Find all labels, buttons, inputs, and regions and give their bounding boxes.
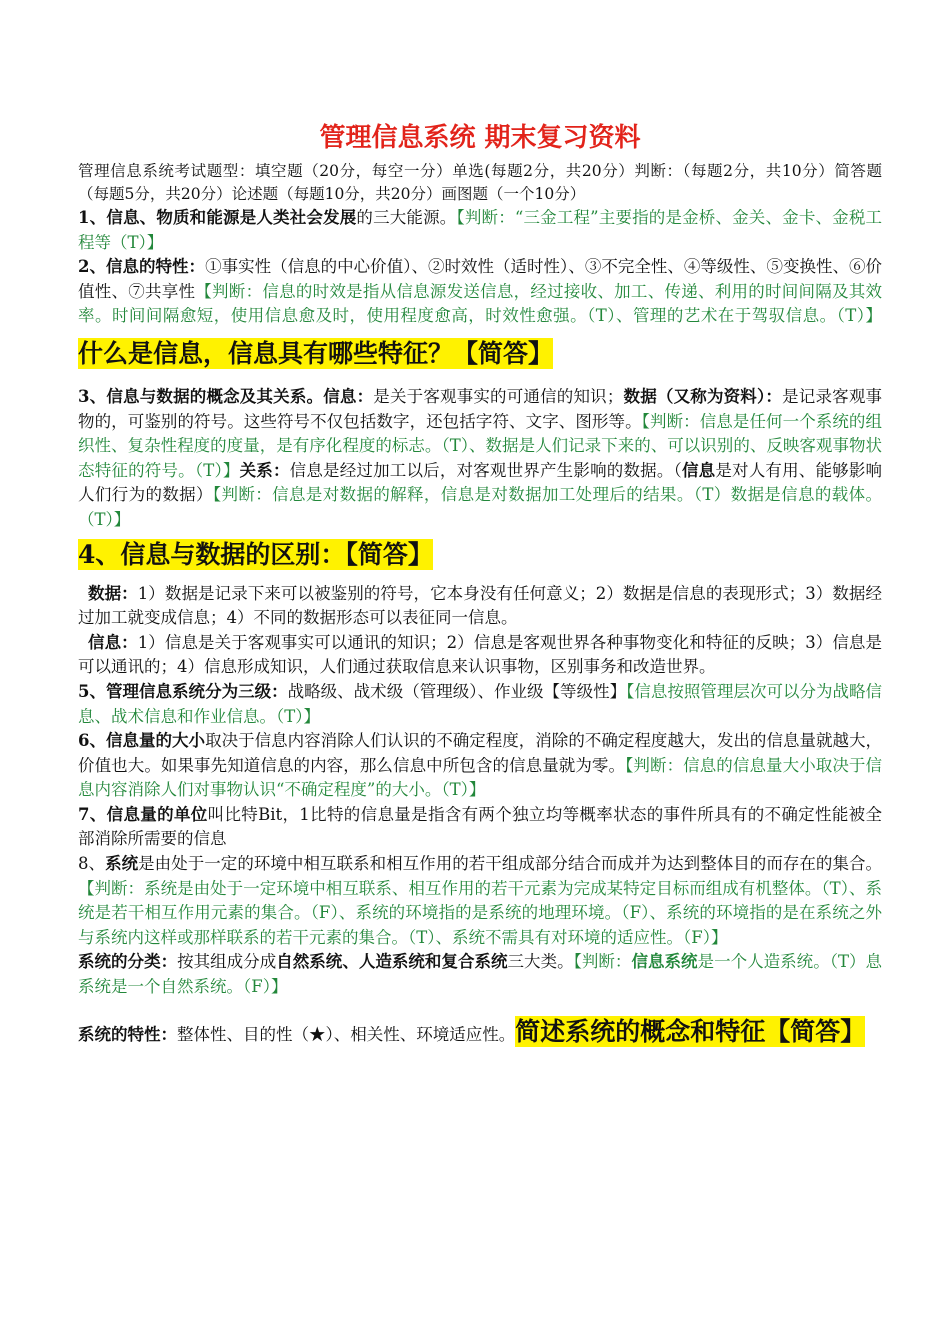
section-9-heading: 系统的分类：	[78, 952, 178, 972]
section-1	[78, 206, 882, 255]
section-3-text-4: 是对人有用、能够影响人们行为的数据）	[78, 460, 883, 505]
section-5-text: 战略级、战术级（管理级）、作业级【等级性】	[287, 681, 627, 701]
section-6-judgement: 【判断：信息的信息量大小取决于信息内容消除人们对事物认识“不确定程度”的大小。（T）】	[78, 755, 882, 800]
section-1-text-2: 的三大能源。	[356, 208, 457, 227]
section-6-text: 取决于信息内容消除人们认识的不确定程度，消除的不确定程度越大，发出的信息量就越大，价值也大。如果事先知道信息的内容，那么信息中所包含的信息量就为零。	[78, 731, 883, 775]
section-3-judgement-2: 【判断：信息是对数据的解释，信息是对数据加工处理后的结果。（T）数据是信息的载体。（T）】	[78, 485, 882, 529]
section-1-judgement: 【判断：“三金工程”主要指的是金桥、金关、金卡、金税工程等（T）】	[78, 208, 883, 252]
section-7	[78, 803, 882, 852]
section-4-data-label: 数据：	[88, 583, 138, 603]
section-9-keyword: 自然系统、人造系统和复合系统	[276, 952, 508, 972]
section-3-heading: 3、信息与数据的概念及其关系。信息：	[78, 386, 374, 406]
section-1-keyword: 人类社会发展	[256, 208, 357, 227]
section-4-data-text: 1）数据是记录下来可以被鉴别的符号，它本身没有任何意义；2）数据是信息的表现形式；3）数据经过加工就变成信息；4）不同的数据形态可以表征同一信息。	[78, 583, 882, 628]
section-3-text-1: 是关于客观事实的可通信的知识；	[373, 386, 624, 406]
section-4-info	[78, 631, 882, 680]
section-3-data-label: 数据（又称为资料）：	[623, 386, 783, 406]
section-2-judgement: 【判断：信息的时效是指从信息源发送信息，经过接收、加工、传递、利用的时间间隔及其效率。时间间隔愈短，使用信息愈及时，使用程度愈高，时效性愈强。（T）、管理的艺术在于驾驭信息。（T）】	[78, 281, 883, 326]
section-8-number: 8、	[78, 854, 106, 874]
section-6	[78, 729, 882, 803]
section-9-judgement-rest: 是一个人造系统。（T）息系统是一个自然系统。（F）】	[78, 952, 883, 997]
section-5-heading: 5、管理信息系统分为三级：	[78, 681, 288, 701]
section-8	[78, 852, 882, 950]
section-4-short-answer-question: 4、信息与数据的区别：【简答】	[78, 539, 433, 569]
section-7-text: 叫比特Bit，1比特的信息量是指含有两个独立均等概率状态的事件所具有的不确定性能被全部消除所需要的信息	[78, 804, 883, 849]
section-4-data	[78, 582, 882, 631]
section-10-text: 整体性、目的性（★）、相关性、环境适应性。	[177, 1024, 516, 1044]
section-10	[78, 1010, 882, 1060]
document-title: 管理信息系统 期末复习资料	[319, 123, 641, 153]
section-10-heading: 系统的特性：	[78, 1024, 177, 1044]
section-9-judgement-keyword: 信息系统	[631, 952, 698, 972]
section-6-heading: 6、信息量的大小	[78, 731, 206, 751]
section-2-text: ①事实性（信息的中心价值）、②时效性（适时性）、③不完全性、④等级性、⑤变换性、⑥价值性、⑦共享性	[78, 257, 883, 301]
exam-format-intro: 管理信息系统考试题型：填空题（20分，每空一分）单选(每题2分，共20分）判断：（每题2分，共10分）简答题（每题5分，共20分）论述题（每题10分，共20分）画图题（一个10分）	[78, 162, 882, 203]
section-5	[78, 680, 882, 729]
section-3-judgement-1: 【判断：信息是任何一个系统的组织性、复杂性程度的度量，是有序化程度的标志。（T）、数据是人们记录下来的、可以识别的、反映客观事物状态特征的符号。（T）】	[78, 411, 882, 480]
section-7-heading: 7、信息量的单位	[78, 804, 208, 824]
section-2	[78, 255, 882, 379]
section-2-short-answer-question: 什么是信息，信息具有哪些特征？【简答】	[78, 338, 554, 368]
section-1-text: 是	[239, 208, 257, 227]
section-3-text-2: 是记录客观事物的，可鉴别的符号。这些符号不仅包括数字，还包括字符、文字、图形等。	[78, 386, 883, 431]
section-8-judgement: 【判断：系统是由处于一定环境中相互联系、相互作用的若干元素为完成某特定目标而组成有机整体。（T）、系统是若干相互作用元素的集合。（F）、系统的环境指的是系统的地理环境。（F）、系统的环境指的是在系统之外与系统内这样或那样联系的若干元素的集合。（T）、系统不需具有对环境的适应性。（F）】	[78, 878, 882, 947]
section-4-heading	[78, 537, 882, 576]
section-3	[78, 385, 882, 533]
section-4-info-text: 1）信息是关于客观事实可以通讯的知识；2）信息是客观世界各种事物变化和特征的反映；3）信息是可以通讯的；4）信息形成知识，人们通过获取信息来认识事物，区别事务和改造世界。	[78, 632, 882, 677]
section-2-heading: 2、信息的特性：	[78, 257, 206, 277]
section-5-judgement: 【信息按照管理层次可以分为战略信息、战术信息和作业信息。（T）】	[78, 681, 883, 726]
section-8-keyword: 系统	[105, 854, 139, 874]
section-3-text-3: 信息是经过加工以后，对客观世界产生影响的数据。（	[289, 460, 682, 480]
section-9-judgement-open: 【判断：	[573, 952, 632, 972]
section-1-heading: 1、信息、物质和能源	[78, 208, 240, 227]
section-4-info-label: 信息：	[88, 632, 138, 652]
section-8-text: 是由处于一定的环境中相互联系和相互作用的若干组成部分结合而成并为达到整体目的而存在的集合。	[138, 854, 882, 874]
section-9-text: 按其组成分成	[177, 952, 277, 972]
section-3-relation-label: 关系：	[239, 460, 290, 480]
section-3-info-keyword: 信息	[681, 460, 716, 480]
section-9	[78, 950, 882, 999]
section-9-text-2: 三大类。	[507, 952, 574, 972]
section-10-short-answer-question: 简述系统的概念和特征【简答】	[515, 1016, 866, 1046]
